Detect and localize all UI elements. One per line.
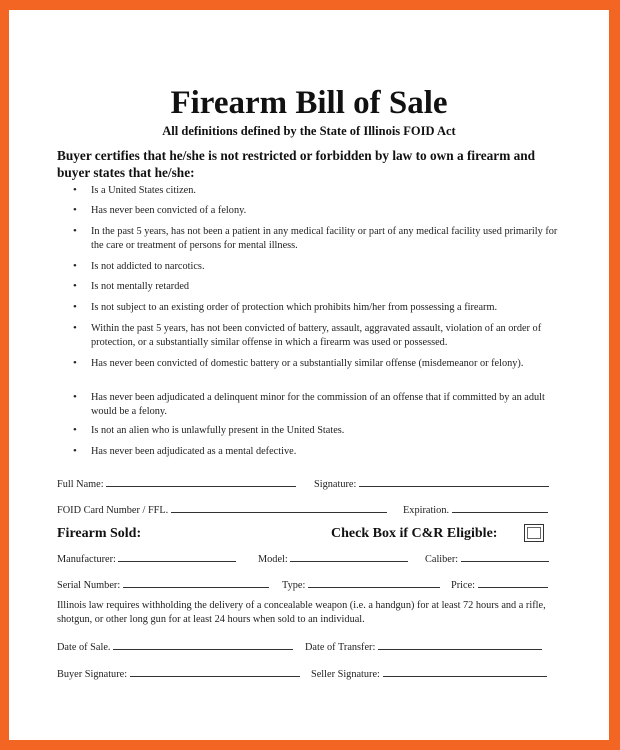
manufacturer-field[interactable] (118, 552, 236, 562)
bullet-icon: • (73, 445, 77, 457)
date-of-transfer-row (305, 640, 542, 655)
buyer-signature-row (57, 667, 300, 682)
date-of-sale-label: Date of Sale. (57, 642, 111, 653)
cr-eligible-checkbox[interactable] (524, 524, 544, 542)
serial-number-field[interactable] (123, 578, 269, 588)
bullet-icon: • (73, 260, 77, 272)
signature-label: Signature: (314, 479, 357, 490)
bullet-icon: • (73, 225, 77, 237)
price-row (451, 578, 548, 593)
price-field[interactable] (478, 578, 548, 588)
serial-number-label: Serial Number: (57, 580, 121, 591)
bullet-icon: • (73, 391, 77, 403)
type-row (282, 578, 440, 593)
bullet-icon: • (73, 322, 77, 334)
manufacturer-label: Manufacturer: (57, 554, 116, 565)
expiration-label: Expiration. (403, 505, 450, 516)
buyer-signature-label: Buyer Signature: (57, 669, 128, 680)
caliber-field[interactable] (461, 552, 549, 562)
date-of-sale-row (57, 640, 293, 655)
document-title: Firearm Bill of Sale (170, 85, 448, 121)
full-name-row (57, 477, 296, 492)
buyer-certification: Buyer certifies that he/she is not restricted or forbidden by law to own a firearm and buyer states that he/she: (57, 148, 536, 180)
type-label: Type: (282, 580, 306, 591)
date-of-sale-field[interactable] (113, 640, 293, 650)
seller-signature-field[interactable] (383, 667, 547, 677)
document-subtitle: All definitions defined by the State of Illinois FOID Act (162, 124, 456, 138)
signature-row (314, 477, 549, 492)
foid-field[interactable] (171, 503, 387, 513)
expiration-field[interactable] (452, 503, 548, 513)
bullet-icon: • (73, 204, 77, 216)
bullet-icon: • (73, 301, 77, 313)
type-field[interactable] (308, 578, 440, 588)
firearm-sold-heading: Firearm Sold: (57, 526, 142, 541)
bullet-icon: • (73, 357, 77, 369)
waiting-period-notice: Illinois law requires withholding the delivery of a concealable weapon (i.e. a handgun) for at least 72 hours and a rifle, shotgun, or other long gun for at least 24 hours when sold to an individual. (57, 600, 546, 625)
model-label: Model: (258, 554, 288, 565)
manufacturer-row (57, 552, 236, 567)
bullet-icon: • (73, 280, 77, 292)
full-name-field[interactable] (106, 477, 296, 487)
date-of-transfer-field[interactable] (378, 640, 542, 650)
document-page: Firearm Bill of Sale All definitions defined by the State of Illinois FOID Act Buyer certifies that he/she is not restricted or forbidden by law to own a firearm and buyer states that he/she: • Is a United States citizen. • Has never been convicted of a felony. • In the past 5 years, has not been a patient in any medical facility or part of any medical facility used primarily for the care or treatment of persons for mental illness. • Is not addicted to narcotics. • Is not mentally retarded • Is not subject to an existing order of protection which prohibits him/her from possessing a firearm. • Within the past 5 years, has not been convicted of battery, assault, aggravated assault, violation of an order of protection, or a substantially similar offense in which a firearm was used or possessed. • Has never been convicted of domestic battery or a substantially similar offense (misdemeanor or felony). • Has never been adjudicated a delinquent minor for the commission of an offense that if committed by an adult would be a felony. • Is not an alien who is unlawfully present in the United States. • Has never been adjudicated as a mental defective. Full Name: Signature: FOID Card Number / FFL. Expiration. Firearm Sold: Check Box if C&R Eligible: Manufacturer: Model: Caliber: Serial Number: Type: Price: Illinois law requires withholding the delivery of a concealable weapon (i.e. a handgun) for at least 72 hours and a rifle, shotgun, or other long gun for at least 24 hours when sold to an individual. Date of Sale. Date of Transfer: Buyer Signature: Seller Signature: (9, 10, 609, 740)
full-name-label: Full Name: (57, 479, 104, 490)
caliber-label: Caliber: (425, 554, 459, 565)
foid-row (57, 503, 387, 518)
date-of-transfer-label: Date of Transfer: (305, 642, 376, 653)
foid-label: FOID Card Number / FFL. (57, 505, 169, 516)
buyer-signature-field[interactable] (130, 667, 300, 677)
cr-eligible-label: Check Box if C&R Eligible: (331, 526, 498, 541)
signature-field[interactable] (359, 477, 549, 487)
bullet-icon: • (73, 184, 77, 196)
serial-number-row (57, 578, 269, 593)
bullet-icon: • (73, 424, 77, 436)
model-row (258, 552, 408, 567)
expiration-row (403, 503, 548, 518)
caliber-row (425, 552, 549, 567)
model-field[interactable] (290, 552, 408, 562)
seller-signature-row (311, 667, 547, 682)
price-label: Price: (451, 580, 476, 591)
seller-signature-label: Seller Signature: (311, 669, 380, 680)
